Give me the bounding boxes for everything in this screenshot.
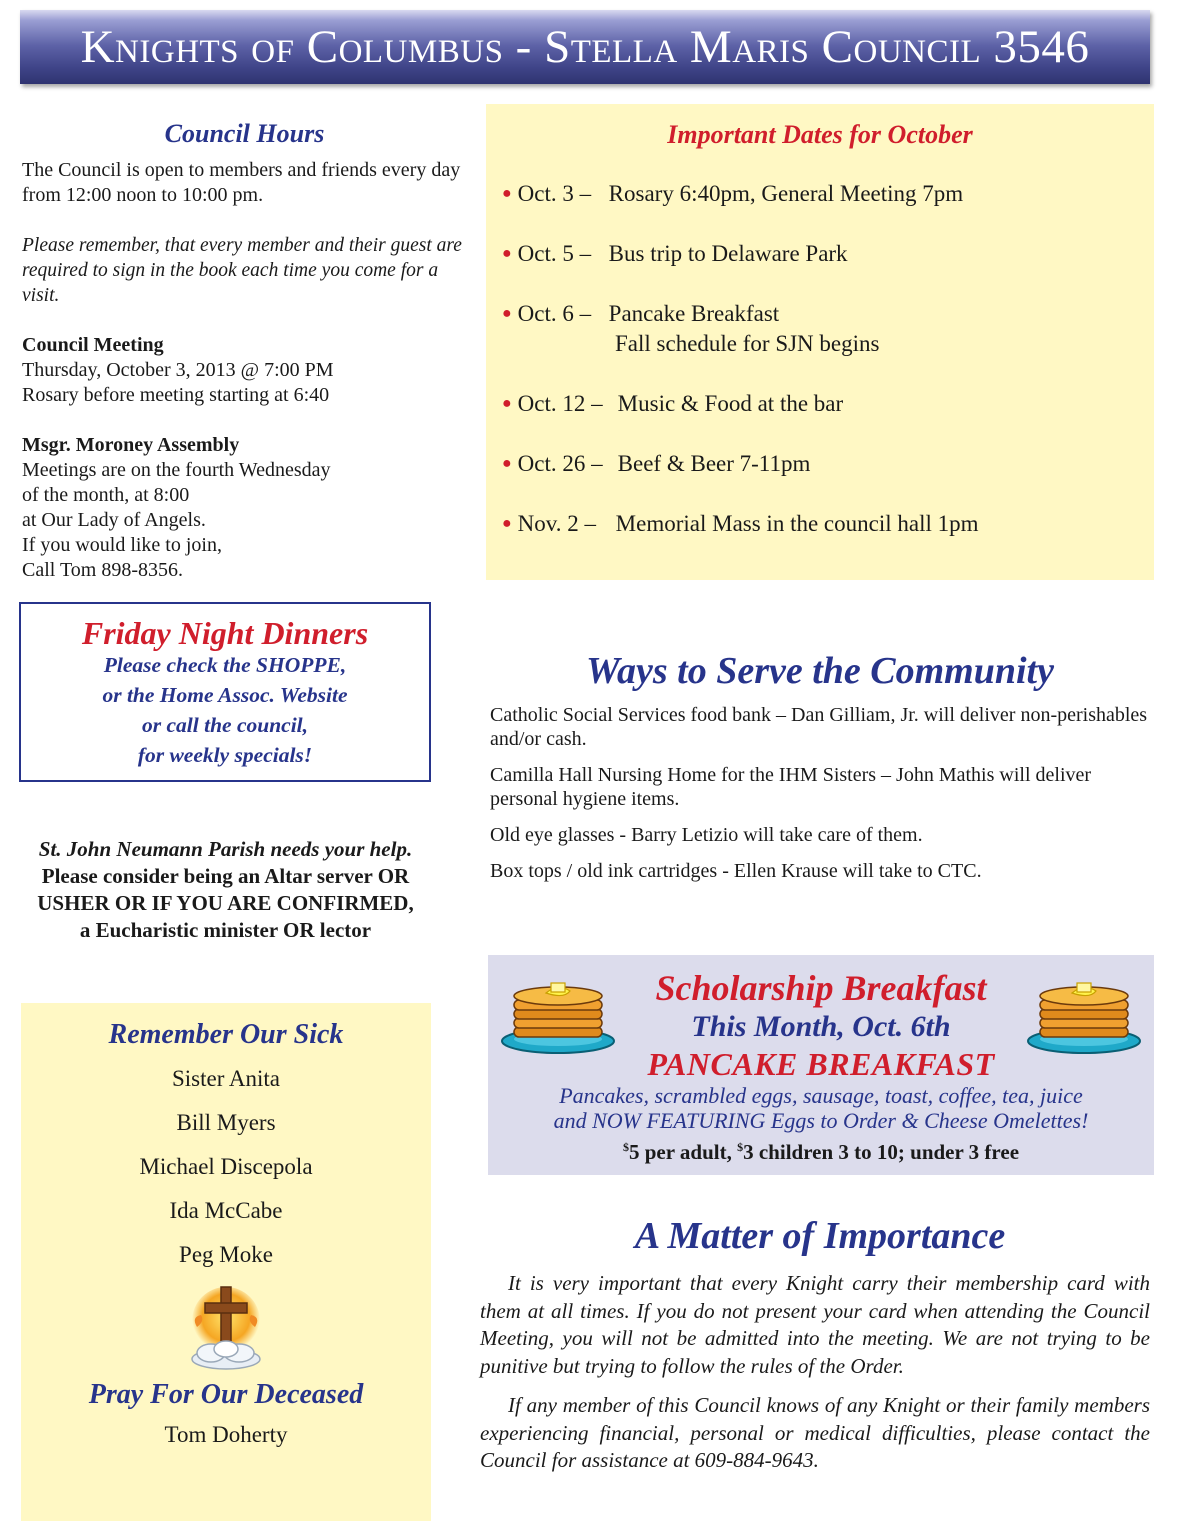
scholarship-title: Scholarship Breakfast (655, 968, 987, 1008)
list-item: Box tops / old ink cartridges - Ellen Krause will take to CTC. (490, 860, 982, 882)
pancake-breakfast-heading: PANCAKE BREAKFAST (647, 1046, 995, 1082)
friday-dinners-line: or call the council, (141, 713, 309, 737)
assembly-line: If you would like to join, (22, 534, 222, 556)
friday-dinners-line: for weekly specials! (137, 743, 313, 767)
sign-in-reminder: Please remember, that every member and their guest are required to sign in the book each time you come for a visit. (22, 235, 462, 306)
council-hours-title: Council Hours (164, 119, 325, 148)
red-dot-bullet-icon: ● (502, 305, 512, 322)
dates-list (502, 179, 979, 569)
assembly-line: Call Tom 898-8356. (22, 559, 184, 581)
assembly-line: Meetings are on the fourth Wednesday (22, 459, 331, 481)
assembly-heading: Msgr. Moroney Assembly (22, 434, 240, 456)
friday-dinners-title: Friday Night Dinners (81, 615, 369, 651)
sick-name: Bill Myers (176, 1110, 276, 1135)
date-item (502, 389, 979, 419)
list-item: Old eye glasses - Barry Letizio will take care of them. (490, 824, 923, 846)
council-meeting-heading: Council Meeting (22, 334, 164, 356)
date-item (502, 449, 979, 479)
deceased-title: Pray For Our Deceased (88, 1379, 364, 1410)
date-subtext: Fall schedule for SJN begins (615, 331, 880, 356)
date-text: Rosary 6:40pm, General Meeting 7pm (608, 181, 964, 206)
red-dot-bullet-icon: ● (502, 245, 512, 262)
red-dot-bullet-icon: ● (502, 515, 512, 532)
sick-deceased-panel (21, 1003, 431, 1521)
sick-name: Peg Moke (179, 1242, 273, 1267)
sick-name: Michael Discepola (139, 1154, 313, 1179)
date-text: Beef & Beer 7-11pm (617, 451, 811, 476)
parish-help-line: USHER OR IF YOU ARE CONFIRMED, (37, 891, 414, 915)
council-hours-section (22, 118, 467, 583)
date-label: Oct. 5 – (517, 241, 592, 266)
breakfast-menu-line: and NOW FEATURING Eggs to Order & Cheese Omelettes! (553, 1108, 1089, 1133)
dollar-sign: $ (622, 1140, 629, 1154)
scholarship-month: This Month, Oct. 6th (691, 1010, 951, 1043)
council-hours-intro: The Council is open to members and friends every day from 12:00 noon to 10:00 pm. (22, 159, 461, 206)
important-dates-title: Important Dates for October (667, 120, 973, 149)
list-item: Camilla Hall Nursing Home for the IHM Sisters – John Mathis will deliver personal hygiene items. (490, 764, 1092, 810)
date-text: Bus trip to Delaware Park (608, 241, 848, 266)
assembly-line: at Our Lady of Angels. (22, 509, 206, 531)
date-text: Music & Food at the bar (617, 391, 844, 416)
price-children: 3 children 3 to 10; under 3 free (743, 1140, 1020, 1164)
sick-title: Remember Our Sick (108, 1019, 344, 1050)
deceased-name: Tom Doherty (164, 1422, 288, 1447)
date-item (502, 179, 979, 209)
dollar-sign: $ (737, 1140, 744, 1154)
page-title: Knights of Columbus - Stella Maris Council 3546 (80, 21, 1090, 73)
parish-help-line: a Eucharistic minister OR lector (79, 918, 372, 942)
red-dot-bullet-icon: ● (502, 455, 512, 472)
council-meeting-date: Thursday, October 3, 2013 @ 7:00 PM (22, 359, 334, 381)
parish-help-line: Please consider being an Altar server OR (41, 864, 410, 888)
friday-dinners-box (19, 602, 431, 782)
paragraph: It is very important that every Knight carry their membership card with them at all times. If you do not present your card when attending the Council Meeting, you will not be admitted into the meeting. We are not trying to be punitive but trying to follow the rules of the Order. (480, 1271, 1150, 1378)
date-label: Oct. 26 – (517, 451, 603, 476)
date-text: Pancake Breakfast (608, 301, 780, 326)
sick-name: Sister Anita (172, 1066, 280, 1091)
date-item (502, 299, 979, 359)
red-dot-bullet-icon: ● (502, 185, 512, 202)
ways-to-serve-list (490, 703, 1155, 895)
important-dates-panel (486, 104, 1154, 580)
matter-of-importance-body (480, 1270, 1150, 1487)
date-label: Oct. 6 – (517, 301, 592, 326)
date-item (502, 239, 979, 269)
date-item (502, 509, 979, 539)
matter-of-importance-title: A Matter of Importance (634, 1215, 1006, 1257)
date-label: Nov. 2 – (517, 511, 597, 536)
breakfast-price (488, 1135, 1154, 1164)
date-label: Oct. 12 – (517, 391, 603, 416)
sick-name: Ida McCabe (169, 1198, 283, 1223)
list-item: Catholic Social Services food bank – Dan Gilliam, Jr. will deliver non-perishables and/or cash. (490, 704, 1148, 750)
header-banner (20, 10, 1150, 84)
council-meeting-rosary: Rosary before meeting starting at 6:40 (22, 384, 330, 406)
scholarship-breakfast-panel (488, 955, 1154, 1175)
ways-to-serve-title: Ways to Serve the Community (586, 650, 1054, 692)
parish-help-line: St. John Neumann Parish needs your help. (38, 837, 413, 861)
friday-dinners-line: or the Home Assoc. Website (102, 683, 348, 707)
parish-help-notice (18, 836, 433, 944)
price-adult: 5 per adult, (628, 1140, 738, 1164)
breakfast-menu-line: Pancakes, scrambled eggs, sausage, toast, coffee, tea, juice (559, 1083, 1083, 1108)
date-label: Oct. 3 – (517, 181, 592, 206)
paragraph: If any member of this Council knows of any Knight or their family members experiencing financial, personal or medical difficulties, please contact the Council for assistance at 609-884-9643. (480, 1393, 1150, 1472)
friday-dinners-line: Please check the SHOPPE, (103, 653, 347, 677)
breakfast-menu (488, 1083, 1154, 1133)
date-text: Memorial Mass in the council hall 1pm (615, 511, 979, 536)
red-dot-bullet-icon: ● (502, 395, 512, 412)
assembly-line: of the month, at 8:00 (22, 484, 190, 506)
cross-with-cloud-icon (183, 1281, 269, 1377)
